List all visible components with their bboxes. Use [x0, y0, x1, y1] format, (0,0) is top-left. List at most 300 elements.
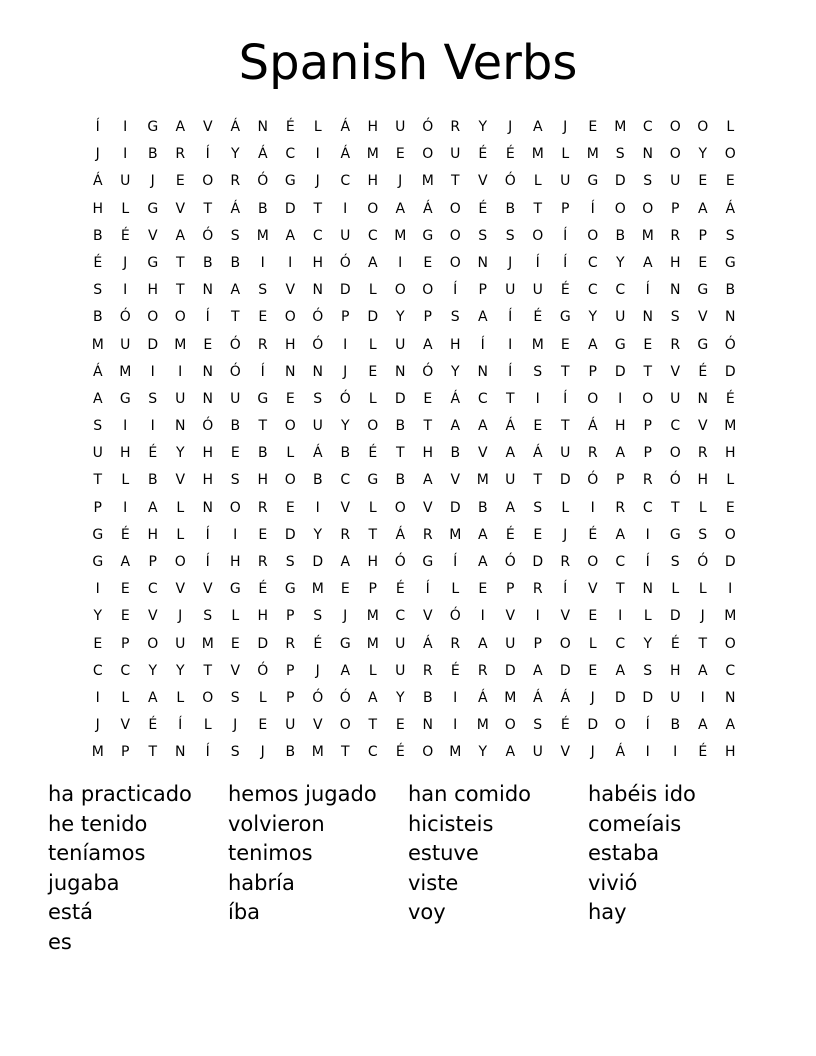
grid-letter: É [670, 635, 680, 652]
grid-letter: M [586, 146, 599, 163]
grid-letter: E [698, 254, 708, 271]
grid-letter: L [726, 472, 735, 489]
grid-letter: P [93, 499, 102, 516]
grid-letter: O [642, 390, 654, 407]
grid-letter: D [394, 390, 406, 407]
grid-letter: P [671, 200, 680, 217]
grid-letter: G [587, 173, 599, 190]
grid-letter: U [670, 390, 681, 407]
grid-letter: R [285, 635, 296, 652]
grid-letter: R [615, 499, 626, 516]
grid-letter: S [643, 173, 653, 190]
grid-letter: N [422, 717, 433, 734]
grid-letter: E [725, 173, 735, 190]
grid-letter: A [532, 119, 543, 135]
grid-letter: J [150, 173, 155, 190]
grid-letter: C [615, 635, 626, 652]
grid-letter: T [148, 744, 158, 761]
grid-letter: T [340, 744, 350, 761]
grid-letter: L [561, 499, 570, 516]
grid-letter: P [121, 635, 130, 652]
grid-letter: C [367, 227, 378, 244]
grid-letter: Á [560, 689, 571, 706]
grid-letter: U [505, 635, 516, 652]
grid-letter: Í [563, 227, 568, 244]
grid-letter: V [175, 472, 186, 489]
grid-letter: H [614, 418, 626, 435]
grid-letter: O [724, 146, 736, 163]
grid-letter: Ó [339, 689, 351, 706]
grid-letter: Y [175, 662, 185, 679]
grid-letter: Á [230, 119, 241, 135]
grid-letter: A [615, 526, 626, 543]
grid-letter: U [505, 472, 516, 489]
grid-letter: P [643, 418, 652, 435]
grid-letter: V [505, 608, 516, 625]
grid-letter: D [284, 526, 296, 543]
grid-letter: Y [478, 744, 488, 761]
grid-letter: I [700, 689, 705, 706]
grid-letter: I [343, 200, 348, 217]
grid-letter: O [174, 554, 186, 570]
grid-letter: E [588, 662, 598, 679]
grid-letter: G [147, 254, 159, 271]
grid-letter: P [423, 309, 432, 326]
grid-letter: D [642, 689, 654, 706]
grid-letter: P [533, 635, 542, 652]
grid-letter: A [395, 200, 406, 217]
grid-letter: G [284, 173, 296, 190]
grid-letter: O [394, 282, 406, 299]
grid-letter: L [231, 608, 240, 625]
grid-letter: É [395, 581, 405, 598]
grid-letter: Á [477, 689, 488, 706]
grid-letter: U [395, 336, 406, 353]
grid-letter: A [477, 554, 488, 570]
grid-letter: S [643, 662, 653, 679]
grid-letter: E [230, 635, 240, 652]
grid-letter: N [725, 309, 736, 326]
grid-letter: I [645, 526, 650, 543]
grid-letter: S [93, 282, 103, 299]
grid-letter: Á [92, 173, 103, 190]
grid-letter: M [311, 581, 324, 598]
grid-letter: Í [260, 363, 265, 380]
grid-letter: Á [615, 744, 626, 761]
grid-letter: M [311, 744, 324, 761]
grid-letter: B [450, 445, 461, 462]
grid-letter: L [561, 146, 570, 163]
grid-letter: D [614, 689, 626, 706]
grid-letter: É [725, 390, 735, 407]
grid-letter: Ó [587, 472, 599, 489]
grid-row [84, 576, 744, 603]
grid-letter: D [257, 635, 269, 652]
grid-letter: M [504, 689, 517, 706]
grid-letter: M [394, 227, 407, 244]
grid-letter: A [505, 445, 516, 462]
grid-letter: H [202, 445, 214, 462]
grid-letter: V [697, 309, 708, 326]
grid-letter: L [451, 581, 460, 598]
grid-letter: O [284, 309, 296, 326]
grid-letter: Í [95, 119, 100, 135]
word-list-item: hicisteis [408, 811, 494, 836]
grid-letter: Y [643, 635, 653, 652]
grid-letter: N [395, 363, 406, 380]
grid-letter: Á [92, 363, 103, 380]
grid-letter: Á [725, 200, 736, 217]
grid-letter: U [175, 390, 186, 407]
word-list-item: íba [228, 900, 261, 925]
grid-letter: J [95, 146, 100, 163]
grid-letter: O [284, 472, 296, 489]
grid-letter: Y [148, 662, 158, 679]
grid-letter: N [642, 146, 653, 163]
grid-letter: T [533, 472, 543, 489]
word-list-item: habéis ido [588, 782, 696, 806]
grid-letter: R [642, 472, 653, 489]
grid-letter: H [92, 200, 104, 217]
grid-letter: O [422, 282, 434, 299]
grid-letter: S [93, 418, 103, 435]
grid-letter: A [120, 554, 131, 570]
grid-letter: G [257, 390, 269, 407]
grid-letter: Í [645, 554, 650, 570]
grid-letter: Í [508, 363, 513, 380]
word-list-item: vivió [588, 870, 638, 895]
grid-letter: Í [205, 744, 210, 761]
grid-row [84, 631, 744, 658]
grid-letter: É [505, 146, 515, 163]
grid-letter: P [121, 744, 130, 761]
word-list-item: está [48, 900, 93, 925]
grid-letter: C [395, 608, 406, 625]
grid-letter: D [724, 554, 736, 570]
grid-letter: Í [590, 200, 595, 217]
grid-letter: S [203, 608, 213, 625]
grid-letter: S [698, 526, 708, 543]
grid-row [84, 223, 744, 250]
grid-letter: Á [587, 418, 598, 435]
grid-letter: O [422, 146, 434, 163]
grid-letter: V [422, 499, 433, 516]
grid-letter: R [697, 445, 708, 462]
word-list-item: hay [588, 900, 627, 925]
grid-letter: D [367, 309, 379, 326]
grid-letter: H [284, 336, 296, 353]
word-search-grid [84, 114, 744, 767]
grid-letter: Á [450, 390, 461, 407]
grid-letter: É [560, 282, 570, 299]
grid-letter: I [535, 608, 540, 625]
grid-letter: R [175, 146, 186, 163]
grid-letter: O [284, 418, 296, 435]
grid-letter: T [698, 635, 708, 652]
grid-letter: M [449, 526, 462, 543]
grid-letter: O [147, 309, 159, 326]
grid-letter: B [285, 744, 296, 761]
grid-letter: L [726, 119, 735, 135]
grid-letter: D [614, 173, 626, 190]
grid-letter: A [477, 526, 488, 543]
grid-letter: Ó [422, 119, 434, 135]
grid-letter: V [175, 581, 186, 598]
word-list-item: habría [228, 870, 295, 895]
grid-letter: O [669, 146, 681, 163]
grid-letter: H [449, 336, 461, 353]
grid-letter: O [587, 390, 599, 407]
grid-letter: É [450, 662, 460, 679]
grid-letter: E [423, 254, 433, 271]
grid-letter: S [230, 689, 240, 706]
grid-letter: M [201, 635, 214, 652]
grid-letter: A [340, 662, 351, 679]
grid-letter: L [698, 581, 707, 598]
grid-letter: R [670, 336, 681, 353]
grid-letter: É [148, 445, 158, 462]
grid-letter: C [120, 662, 131, 679]
grid-letter: E [588, 119, 598, 135]
grid-letter: S [313, 608, 323, 625]
grid-letter: V [587, 581, 598, 598]
grid-letter: Í [645, 717, 650, 734]
grid-letter: E [120, 608, 130, 625]
grid-letter: J [95, 717, 100, 734]
grid-letter: O [724, 635, 736, 652]
grid-letter: L [176, 689, 185, 706]
grid-letter: M [91, 744, 104, 761]
grid-letter: E [533, 526, 543, 543]
grid-letter: Á [257, 146, 268, 163]
grid-letter: I [260, 254, 265, 271]
grid-letter: Í [563, 254, 568, 271]
grid-letter: O [174, 309, 186, 326]
grid-row [84, 522, 744, 549]
grid-row [84, 603, 744, 630]
grid-letter: I [123, 119, 128, 135]
grid-letter: S [615, 146, 625, 163]
grid-letter: Y [615, 254, 625, 271]
grid-letter: H [724, 445, 736, 462]
word-list-item: comeíais [588, 811, 682, 836]
grid-letter: V [202, 119, 213, 135]
grid-letter: Y [395, 689, 405, 706]
grid-letter: C [670, 418, 681, 435]
grid-letter: D [339, 282, 351, 299]
grid-letter: S [148, 390, 158, 407]
grid-letter: B [147, 146, 158, 163]
grid-letter: O [394, 499, 406, 516]
grid-letter: E [643, 336, 653, 353]
grid-letter: J [343, 608, 348, 625]
grid-letter: A [147, 689, 158, 706]
grid-row [84, 196, 744, 223]
grid-letter: M [476, 717, 489, 734]
grid-letter: Á [422, 635, 433, 652]
grid-letter: A [367, 254, 378, 271]
grid-letter: S [505, 227, 515, 244]
grid-letter: I [150, 363, 155, 380]
grid-letter: S [725, 227, 735, 244]
grid-letter: T [533, 200, 543, 217]
grid-letter: V [285, 282, 296, 299]
grid-letter: R [257, 499, 268, 516]
grid-letter: M [449, 744, 462, 761]
grid-letter: É [148, 717, 158, 734]
grid-letter: É [698, 744, 708, 761]
grid-letter: D [724, 363, 736, 380]
grid-letter: V [450, 472, 461, 489]
grid-letter: E [560, 336, 570, 353]
grid-letter: C [147, 581, 158, 598]
grid-letter: Ó [229, 363, 241, 380]
grid-letter: G [229, 581, 241, 598]
grid-letter: A [505, 744, 516, 761]
grid-letter: O [367, 200, 379, 217]
grid-letter: G [92, 526, 104, 543]
grid-letter: O [587, 227, 599, 244]
grid-letter: T [368, 717, 378, 734]
grid-row [84, 168, 744, 195]
grid-letter: P [561, 200, 570, 217]
grid-letter: P [286, 608, 295, 625]
grid-letter: O [504, 717, 516, 734]
grid-letter: N [642, 309, 653, 326]
grid-letter: A [147, 499, 158, 516]
grid-letter: Ó [449, 608, 461, 625]
grid-letter: R [477, 662, 488, 679]
grid-letter: J [508, 119, 513, 135]
grid-letter: T [258, 418, 268, 435]
grid-letter: O [669, 445, 681, 462]
grid-letter: H [257, 472, 269, 489]
grid-letter: E [285, 499, 295, 516]
grid-letter: I [315, 499, 320, 516]
grid-letter: I [315, 146, 320, 163]
grid-letter: N [175, 418, 186, 435]
grid-letter: V [147, 227, 158, 244]
grid-letter: A [285, 227, 296, 244]
grid-letter: G [339, 635, 351, 652]
grid-letter: U [450, 146, 461, 163]
grid-letter: B [395, 418, 406, 435]
grid-letter: O [202, 173, 214, 190]
grid-letter: B [147, 472, 158, 489]
word-list-item: he tenido [48, 811, 148, 836]
grid-letter: C [587, 254, 598, 271]
grid-letter: N [670, 282, 681, 299]
grid-letter: A [615, 662, 626, 679]
grid-letter: L [368, 336, 377, 353]
grid-letter: C [367, 744, 378, 761]
word-list-item: ha practicado [48, 782, 192, 806]
grid-letter: P [286, 662, 295, 679]
grid-letter: Ó [312, 336, 324, 353]
grid-row [84, 549, 744, 576]
grid-letter: Ó [312, 689, 324, 706]
grid-letter: M [91, 336, 104, 353]
grid-letter: C [725, 662, 736, 679]
grid-letter: P [286, 689, 295, 706]
grid-letter: D [559, 662, 571, 679]
grid-letter: A [697, 662, 708, 679]
grid-letter: M [641, 227, 654, 244]
grid-letter: É [478, 200, 488, 217]
grid-letter: T [313, 200, 323, 217]
grid-letter: A [92, 390, 103, 407]
grid-letter: E [258, 717, 268, 734]
grid-letter: I [95, 689, 100, 706]
grid-letter: É [313, 635, 323, 652]
grid-letter: S [450, 309, 460, 326]
grid-letter: R [257, 336, 268, 353]
grid-letter: Á [312, 445, 323, 462]
grid-letter: E [175, 173, 185, 190]
grid-letter: Í [563, 581, 568, 598]
grid-letter: D [284, 200, 296, 217]
grid-letter: R [450, 119, 461, 135]
grid-letter: C [642, 119, 653, 135]
grid-letter: G [422, 227, 434, 244]
grid-letter: E [698, 173, 708, 190]
grid-letter: I [590, 499, 595, 516]
grid-letter: G [559, 309, 571, 326]
grid-letter: A [340, 554, 351, 570]
grid-letter: H [367, 554, 379, 570]
grid-letter: C [642, 499, 653, 516]
grid-row [84, 440, 744, 467]
grid-letter: J [343, 363, 348, 380]
grid-letter: O [449, 200, 461, 217]
grid-letter: Á [505, 418, 516, 435]
grid-letter: B [615, 227, 626, 244]
grid-letter: Í [205, 526, 210, 543]
grid-letter: E [230, 445, 240, 462]
grid-letter: E [368, 363, 378, 380]
grid-letter: Ó [697, 554, 709, 570]
grid-letter: P [341, 309, 350, 326]
grid-row [84, 712, 744, 739]
grid-letter: O [532, 227, 544, 244]
grid-letter: L [368, 282, 377, 299]
grid-letter: N [312, 282, 323, 299]
grid-letter: Ó [339, 390, 351, 407]
grid-letter: V [202, 581, 213, 598]
grid-letter: Y [340, 418, 350, 435]
grid-letter: I [618, 608, 623, 625]
grid-letter: H [202, 472, 214, 489]
grid-letter: I [343, 336, 348, 353]
word-list-item: es [48, 929, 72, 954]
grid-letter: U [175, 635, 186, 652]
grid-letter: Y [478, 119, 488, 135]
grid-letter: G [92, 554, 104, 570]
grid-letter: Á [532, 689, 543, 706]
grid-letter: S [313, 390, 323, 407]
grid-letter: A [697, 200, 708, 217]
grid-letter: O [697, 119, 709, 135]
word-list-item: voy [408, 900, 446, 925]
grid-letter: Á [340, 146, 351, 163]
grid-letter: N [697, 390, 708, 407]
grid-letter: P [148, 554, 157, 570]
grid-letter: P [368, 581, 377, 598]
grid-letter: V [560, 744, 571, 761]
grid-letter: É [368, 445, 378, 462]
grid-letter: C [587, 282, 598, 299]
grid-letter: I [480, 608, 485, 625]
